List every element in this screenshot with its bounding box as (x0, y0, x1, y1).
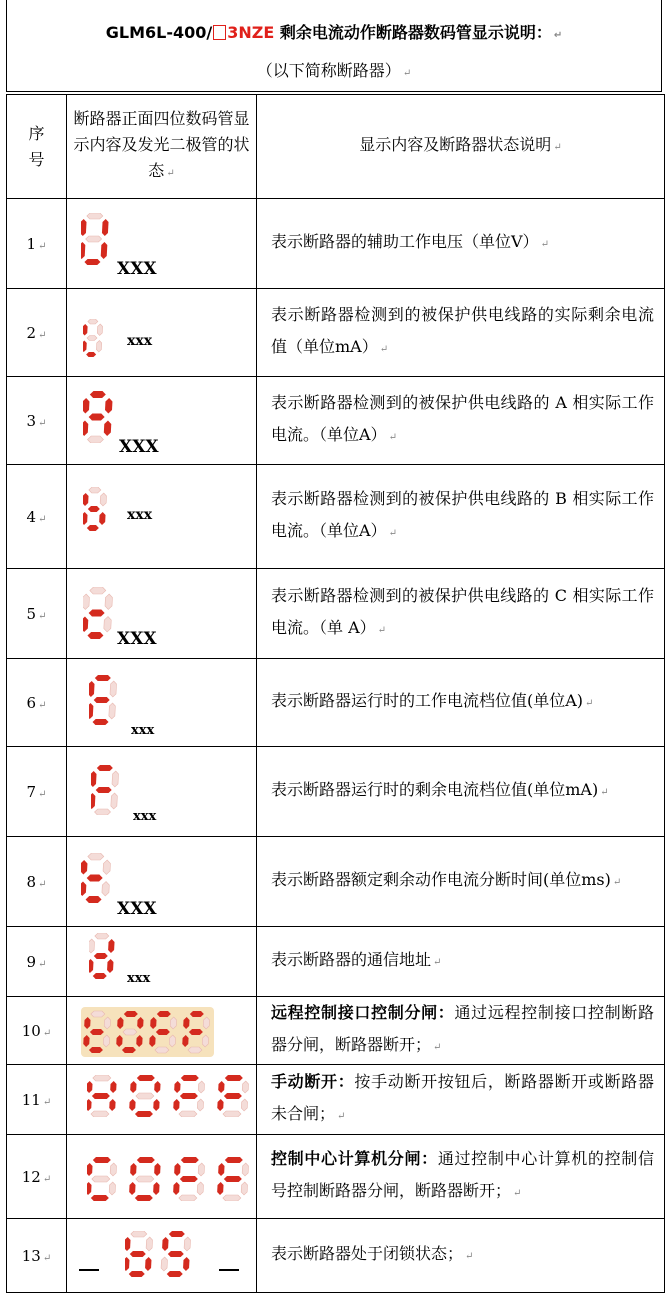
value-placeholder: xxx (127, 333, 153, 349)
segment-digit (81, 213, 109, 265)
table-row (7, 569, 665, 659)
segment-g (180, 1093, 198, 1099)
segment-f (91, 771, 97, 787)
segment-digit (173, 1157, 205, 1201)
segment-d (92, 719, 108, 725)
table-row (7, 659, 665, 747)
row-number-text: 1 (26, 234, 37, 253)
display-cell (67, 1219, 257, 1293)
checkbox-square-icon (213, 25, 226, 40)
segment-c (96, 341, 102, 353)
row-number: 1 ↵ (7, 199, 67, 289)
row-number: 11 ↵ (7, 1065, 67, 1135)
display-table (6, 94, 665, 1293)
segment-e (217, 1182, 224, 1195)
row-number: 5 ↵ (7, 569, 67, 659)
row-description: 表示断路器检测到的被保护供电线路的实际剩余电流值（单位mA） ↵ (257, 289, 665, 377)
segment-b (146, 1237, 153, 1251)
segment-digit (81, 853, 111, 903)
title-box (6, 0, 662, 92)
segment-f (130, 1163, 137, 1176)
description-label: 远程控制接口控制分闸： (271, 1003, 455, 1022)
segment-f (174, 1081, 181, 1093)
segment-b (198, 1163, 205, 1176)
segment-g (224, 1176, 242, 1182)
segment-g (92, 1176, 110, 1182)
seven-segment-display (87, 1157, 249, 1201)
description-text: 表示断路器额定剩余动作电流分断时间(单位ms) (271, 870, 611, 889)
segment-f (83, 493, 89, 506)
segment-f (89, 939, 95, 953)
segment-g (87, 336, 97, 341)
segment-c (241, 1182, 248, 1195)
table-row (7, 289, 665, 377)
segment-b (154, 1163, 161, 1176)
row-number: 10 ↵ (7, 997, 67, 1065)
segment-g (224, 1093, 242, 1099)
seven-segment-display (83, 391, 113, 443)
segment-g (92, 1093, 110, 1099)
segment-g (88, 414, 104, 421)
value-placeholder: xxx (127, 971, 151, 986)
segment-b (242, 1163, 249, 1176)
description-text: 表示断路器的通信地址 (271, 950, 432, 969)
description-text: 表示断路器检测到的被保护供电线路的 A 相实际工作电流。（单位A） (271, 393, 654, 444)
header-description: 显示内容及断路器状态说明 ↵ (257, 95, 665, 199)
segment-e (83, 341, 87, 353)
description-text: 表示断路器的辅助工作电压（单位V） (271, 232, 539, 251)
segment-e (161, 1257, 168, 1271)
segment-b (110, 681, 117, 697)
segment-d (179, 1111, 197, 1117)
row-description: 表示断路器的通信地址 ↵ (257, 927, 665, 997)
segment-a (225, 1075, 243, 1081)
display-cell (67, 465, 257, 569)
segment-f (83, 398, 90, 414)
display-cell (67, 747, 257, 837)
segment-e (129, 1182, 136, 1195)
segment-d (91, 1111, 109, 1117)
description-text: 通过远程控制接口控制断路器分闸，断路器断开； (271, 1003, 654, 1054)
segment-digit (161, 1231, 191, 1277)
display-cell (67, 569, 257, 659)
row-description: 表示断路器运行时的剩余电流档位值(单位mA) ↵ (257, 747, 665, 837)
table-row (7, 837, 665, 927)
seven-segment-display (89, 675, 117, 725)
description-text: 表示断路器检测到的被保护供电线路的 C 相实际工作电流。（单 A） (271, 586, 654, 637)
segment-digit (129, 1075, 161, 1117)
segment-a (88, 853, 104, 860)
segment-c (102, 882, 110, 897)
seven-segment-display (81, 213, 109, 265)
segment-d (94, 809, 110, 815)
segment-c (107, 959, 114, 973)
value-placeholder: XXX (119, 437, 159, 457)
segment-f (81, 219, 87, 236)
segment-f (125, 1237, 131, 1251)
segment-f (174, 1163, 181, 1176)
segment-a (181, 1075, 199, 1081)
document-title: GLM6L-400/ 3NZE 剩余电流动作断路器数码管显示说明： ↵ (105, 23, 563, 42)
row-number-text: 5 (26, 604, 37, 623)
segment-digit (87, 1075, 117, 1117)
row-number-text: 2 (26, 323, 37, 342)
header-display: 断路器正面四位数码管显示内容及发光二极管的状态 ↵ (67, 95, 257, 199)
segment-digit (129, 1157, 161, 1201)
segment-b (242, 1081, 249, 1093)
segment-c (101, 242, 108, 259)
row-number-text: 6 (26, 693, 37, 712)
seven-segment-display (89, 933, 115, 979)
segment-a (131, 1231, 147, 1237)
segment-g (85, 236, 101, 242)
segment-f (87, 1163, 93, 1176)
segment-g (94, 953, 108, 959)
description-text: 表示断路器处于闭锁状态； (271, 1244, 464, 1263)
display-cell (67, 289, 257, 377)
segment-digit (83, 487, 107, 531)
segment-d (135, 1195, 153, 1201)
description-text: 表示断路器运行时的剩余电流档位值(单位mA) (271, 780, 599, 799)
segment-d (86, 352, 96, 357)
segment-b (100, 493, 107, 506)
row-description: 表示断路器的辅助工作电压（单位V） ↵ (257, 199, 665, 289)
segment-d (155, 1047, 169, 1053)
segment-f (162, 1237, 169, 1251)
segment-c (153, 1099, 160, 1111)
table-row (7, 1219, 665, 1293)
segment-digit (173, 1075, 205, 1117)
segment-e (87, 1182, 92, 1195)
segment-b (154, 1081, 161, 1093)
segment-g (136, 1093, 154, 1099)
segment-a (137, 1075, 155, 1081)
segment-e (129, 1099, 136, 1111)
segment-f (89, 681, 95, 697)
seven-segment-display (83, 487, 107, 531)
segment-digit (217, 1075, 249, 1117)
segment-g (130, 1251, 146, 1257)
row-description: 表示断路器检测到的被保护供电线路的 C 相实际工作电流。（单 A） ↵ (257, 569, 665, 659)
segment-f (83, 594, 90, 610)
row-description: 表示断路器检测到的被保护供电线路的 A 相实际工作电流。（单位A） ↵ (257, 377, 665, 465)
row-number: 2 ↵ (7, 289, 67, 377)
segment-digit (83, 391, 113, 443)
seven-segment-display (125, 1231, 191, 1277)
row-number-text: 9 (26, 952, 37, 971)
description-text: 表示断路器运行时的工作电流档位值(单位A) (271, 691, 584, 710)
segment-a (137, 1157, 155, 1163)
segment-a (95, 675, 111, 681)
segment-b (97, 324, 103, 336)
dash-left (79, 1269, 99, 1271)
segment-e (83, 512, 88, 525)
description-label: 控制中心计算机分闸： (271, 1149, 438, 1168)
segment-a (93, 1157, 111, 1163)
segment-b (102, 219, 109, 236)
document-subtitle: （以下简称断路器） ↵ (256, 61, 412, 80)
dash-right (219, 1269, 239, 1271)
segment-a (90, 391, 106, 398)
segment-f (81, 860, 88, 875)
segment-c (99, 512, 106, 525)
segment-d (135, 1111, 153, 1117)
segment-b (108, 939, 115, 953)
segment-g (123, 1029, 137, 1035)
row-description: 表示断路器处于闭锁状态； ↵ (257, 1219, 665, 1293)
segment-f (130, 1081, 137, 1093)
segment-d (223, 1111, 241, 1117)
segment-d (85, 896, 101, 903)
segment-e (81, 882, 87, 897)
row-description: 表示断路器运行时的工作电流档位值(单位A) ↵ (257, 659, 665, 747)
table-row (7, 747, 665, 837)
segment-d (87, 525, 99, 531)
segment-c (145, 1257, 152, 1271)
segment-d (91, 1195, 109, 1201)
row-number-text: 8 (26, 872, 37, 891)
segment-c (153, 1182, 160, 1195)
segment-f (218, 1163, 225, 1176)
row-description: 表示断路器检测到的被保护供电线路的 B 相实际工作电流。（单位A） ↵ (257, 465, 665, 569)
segment-b (105, 594, 113, 610)
segment-g (136, 1176, 154, 1182)
segment-f (83, 324, 88, 336)
segment-g (168, 1251, 184, 1257)
segment-a (181, 1157, 199, 1163)
display-cell (67, 997, 257, 1065)
segment-digit (83, 587, 113, 639)
row-description: 手动断开：按手动断开按钮后，断路器断开或断路器未合闸； ↵ (257, 1065, 665, 1135)
segment-c (109, 1182, 116, 1195)
segment-c (197, 1099, 204, 1111)
seven-segment-display (91, 765, 119, 815)
table-row (7, 1135, 665, 1219)
segment-d (188, 1047, 202, 1053)
row-number: 7 ↵ (7, 747, 67, 837)
value-placeholder: XXX (117, 899, 157, 919)
row-number-text: 4 (26, 507, 37, 526)
segment-digit (89, 933, 115, 979)
segment-g (88, 610, 104, 617)
seven-segment-display (83, 319, 103, 357)
segment-digit (91, 765, 119, 815)
segment-b (198, 1081, 205, 1093)
segment-digit (83, 319, 103, 357)
row-number: 13 ↵ (7, 1219, 67, 1293)
segment-d (167, 1271, 183, 1277)
segment-a (90, 587, 106, 594)
row-number-text: 7 (26, 782, 37, 801)
segment-b (103, 860, 111, 875)
segment-b (110, 1163, 117, 1176)
segment-digit (217, 1157, 249, 1201)
row-number-text: 11 (21, 1090, 41, 1109)
row-number: 12 ↵ (7, 1135, 67, 1219)
header-num: 序号 (7, 95, 67, 199)
segment-digit (89, 675, 117, 725)
segment-e (89, 703, 94, 719)
seven-segment-display (81, 1007, 214, 1057)
segment-c (104, 421, 112, 437)
segment-digit (87, 1157, 117, 1201)
table-row (7, 377, 665, 465)
display-cell (67, 659, 257, 747)
segment-a (88, 319, 98, 324)
seven-segment-display (83, 587, 113, 639)
description-text: 表示断路器检测到的被保护供电线路的实际剩余电流值（单位mA） (271, 305, 654, 356)
segment-a (97, 765, 113, 771)
segment-d (84, 259, 100, 265)
segment-d (179, 1195, 197, 1201)
table-row (7, 997, 665, 1065)
segment-b (110, 1081, 117, 1093)
segment-d (93, 973, 107, 979)
segment-e (81, 242, 85, 259)
display-cell (67, 837, 257, 927)
segment-c (109, 1099, 116, 1111)
value-placeholder: XXX (117, 259, 157, 279)
table-row (7, 465, 665, 569)
description-label: 手动断开： (271, 1072, 355, 1091)
segment-d (223, 1195, 241, 1201)
segment-a (89, 487, 101, 493)
value-placeholder: XXX (117, 629, 157, 649)
segment-e (83, 617, 88, 633)
segment-f (218, 1081, 225, 1093)
row-number-text: 12 (21, 1167, 41, 1186)
row-number: 9 ↵ (7, 927, 67, 997)
value-placeholder: xxx (127, 507, 153, 523)
row-number: 3 ↵ (7, 377, 67, 465)
segment-g (88, 506, 100, 512)
table-row (7, 1065, 665, 1135)
segment-e (217, 1099, 224, 1111)
segment-a (91, 1011, 105, 1017)
row-number-text: 3 (26, 411, 37, 430)
table-row (7, 927, 665, 997)
value-placeholder: xxx (131, 723, 155, 738)
segment-e (87, 1099, 92, 1111)
segment-e (173, 1099, 180, 1111)
segment-e (125, 1257, 130, 1271)
segment-a (225, 1157, 243, 1163)
segment-a (169, 1231, 185, 1237)
row-number: 8 ↵ (7, 837, 67, 927)
row-number-text: 13 (21, 1246, 41, 1265)
row-description: 远程控制接口控制分闸：通过远程控制接口控制断路器分闸，断路器断开； ↵ (257, 997, 665, 1065)
display-cell (67, 199, 257, 289)
row-number: 4 ↵ (7, 465, 67, 569)
segment-b (184, 1237, 191, 1251)
segment-c (197, 1182, 204, 1195)
seven-segment-display (87, 1075, 249, 1117)
segment-d (87, 632, 103, 639)
segment-g (96, 787, 112, 793)
segment-f (87, 1081, 93, 1093)
display-cell (67, 377, 257, 465)
segment-b (105, 398, 113, 414)
segment-g (94, 697, 110, 703)
segment-g (180, 1176, 198, 1182)
segment-d (87, 436, 103, 443)
segment-c (241, 1099, 248, 1111)
table-header-row (7, 95, 665, 199)
segment-c (109, 703, 116, 719)
segment-c (183, 1257, 190, 1271)
description-text: 表示断路器检测到的被保护供电线路的 B 相实际工作电流。（单位A） (271, 489, 654, 540)
segment-a (93, 1075, 111, 1081)
display-cell (67, 1135, 257, 1219)
row-number-text: 10 (21, 1021, 41, 1040)
description-text: 通过控制中心计算机的控制信号控制断路器分闸，断路器断开； (271, 1149, 654, 1200)
row-description: 表示断路器额定剩余动作电流分断时间(单位ms) ↵ (257, 837, 665, 927)
segment-e (83, 421, 88, 437)
segment-d (129, 1271, 145, 1277)
segment-b (112, 771, 119, 787)
value-placeholder: xxx (133, 809, 157, 824)
segment-e (173, 1182, 180, 1195)
description-text: 按手动断开按钮后，断路器断开或断路器未合闸； (271, 1072, 654, 1123)
segment-digit (125, 1231, 153, 1277)
display-cell (67, 1065, 257, 1135)
row-number: 6 ↵ (7, 659, 67, 747)
segment-a (87, 213, 103, 219)
row-description: 控制中心计算机分闸：通过控制中心计算机的控制信号控制断路器分闸，断路器断开； ↵ (257, 1135, 665, 1219)
display-cell (67, 927, 257, 997)
seven-segment-display (81, 853, 111, 903)
table-row (7, 199, 665, 289)
segment-c (104, 617, 112, 633)
segment-e (89, 959, 94, 973)
segment-a (95, 933, 109, 939)
segment-e (91, 793, 96, 809)
segment-g (87, 875, 103, 882)
segment-c (111, 793, 118, 809)
